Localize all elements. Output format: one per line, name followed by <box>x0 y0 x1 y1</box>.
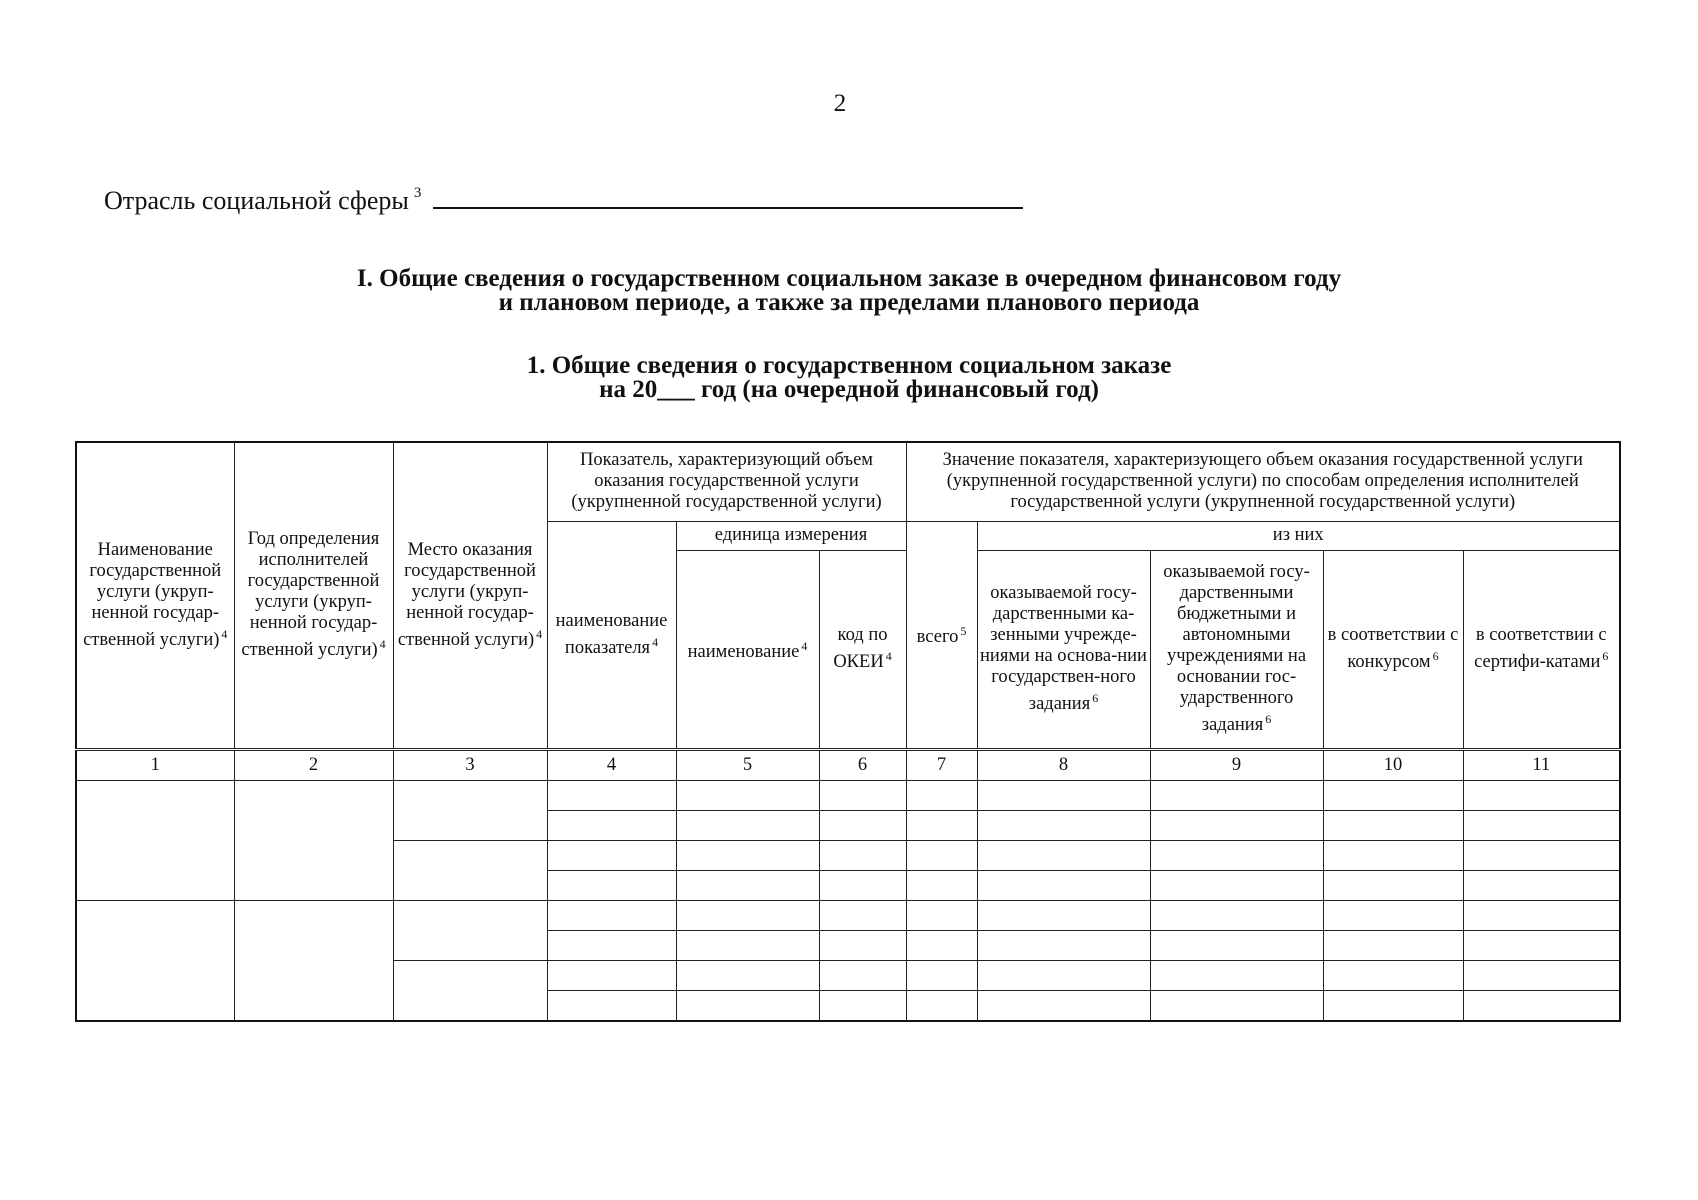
social-order-table <box>75 441 1621 1022</box>
table-cell <box>977 960 1150 990</box>
table-cell <box>977 990 1150 1021</box>
table-cell <box>1323 840 1463 870</box>
table-cell <box>1323 810 1463 840</box>
table-row <box>76 900 1620 930</box>
table-cell <box>819 870 906 900</box>
table-cell <box>547 840 676 870</box>
header-state-institutions: оказываемой госу-дарственными ка-зенными учрежде-ниями на основа-нии государствен-ного задания $^6$ <box>977 550 1150 749</box>
header-of-which: из них <box>977 521 1620 550</box>
table-cell <box>819 840 906 870</box>
table-cell <box>819 960 906 990</box>
column-number: 6 <box>819 749 906 780</box>
table-cell <box>906 960 977 990</box>
table-cell <box>906 780 977 810</box>
header-unit-group: единица измерения <box>676 521 906 550</box>
table-cell <box>819 990 906 1021</box>
section-title <box>0 267 1698 315</box>
header-service-name: Наименование государственной услуги (укруп-ненной государ-ственной услуги) $^4$ <box>76 442 234 749</box>
table-cell <box>1463 990 1620 1021</box>
table-cell <box>1150 780 1323 810</box>
table-cell <box>906 900 977 930</box>
table-cell <box>676 810 819 840</box>
table-cell <box>76 780 234 900</box>
table-cell <box>547 870 676 900</box>
table-cell <box>977 870 1150 900</box>
table-cell <box>547 990 676 1021</box>
table-cell <box>1323 990 1463 1021</box>
table-cell <box>676 900 819 930</box>
column-number: 10 <box>1323 749 1463 780</box>
table-cell <box>393 960 547 1021</box>
table-row <box>76 780 1620 810</box>
table-cell <box>676 960 819 990</box>
table-cell <box>234 900 393 1021</box>
table-cell <box>1150 960 1323 990</box>
table-cell <box>906 990 977 1021</box>
table-cell <box>676 780 819 810</box>
table-cell <box>819 780 906 810</box>
page-number: 2 <box>833 90 847 117</box>
table-cell <box>393 840 547 900</box>
industry-label: Отрасль социальной сферы <box>104 186 409 215</box>
table-cell <box>1323 930 1463 960</box>
table-cell <box>1323 900 1463 930</box>
column-number: 5 <box>676 749 819 780</box>
table-cell <box>393 900 547 960</box>
table-cell <box>977 780 1150 810</box>
column-number: 11 <box>1463 749 1620 780</box>
column-number: 4 <box>547 749 676 780</box>
table-cell <box>1463 810 1620 840</box>
table-cell <box>1323 780 1463 810</box>
table-cell <box>1463 840 1620 870</box>
subsection-title <box>0 354 1698 402</box>
column-number: 8 <box>977 749 1150 780</box>
subsection-title-line-2: на 20___ год (на очередной финансовый год) <box>599 376 1099 403</box>
section-title-line-1: I. Общие сведения о государственном социальном заказе в очередном финансовом году <box>356 265 1342 292</box>
table-cell <box>547 900 676 930</box>
header-okei-code: код по ОКЕИ $^4$ <box>819 550 906 749</box>
table-cell <box>547 810 676 840</box>
table-cell <box>1323 870 1463 900</box>
table-cell <box>977 810 1150 840</box>
column-number: 9 <box>1150 749 1323 780</box>
table-cell <box>676 870 819 900</box>
table-cell <box>76 900 234 1021</box>
header-total: всего $^5$ <box>906 521 977 749</box>
table-cell <box>1150 990 1323 1021</box>
table-cell <box>1463 900 1620 930</box>
table-cell <box>676 990 819 1021</box>
table-cell <box>393 780 547 840</box>
table-cell <box>1323 960 1463 990</box>
table-cell <box>547 780 676 810</box>
header-indicator-group: Показатель, характеризующий объем оказания государственной услуги (укрупненной государственной услуги) <box>547 442 906 521</box>
subsection-title-line-1: 1. Общие сведения о государственном социальном заказе <box>526 352 1172 379</box>
header-by-competition: в соответствии с конкурсом $^6$ <box>1323 550 1463 749</box>
table-cell <box>977 840 1150 870</box>
header-unit-name: наименование $^4$ <box>676 550 819 749</box>
column-number: 1 <box>76 749 234 780</box>
table-cell <box>547 960 676 990</box>
table-cell <box>906 870 977 900</box>
table-cell <box>977 930 1150 960</box>
table-cell <box>906 840 977 870</box>
column-number: 7 <box>906 749 977 780</box>
header-indicator-name: наименование показателя $^4$ <box>547 521 676 749</box>
table-cell <box>1463 930 1620 960</box>
column-number: 3 <box>393 749 547 780</box>
column-numbers-row <box>76 749 1620 780</box>
table-cell <box>1463 870 1620 900</box>
table-cell <box>819 810 906 840</box>
header-by-certificates: в соответствии с сертифи-катами $^6$ <box>1463 550 1620 749</box>
table-cell <box>906 810 977 840</box>
table-cell <box>906 930 977 960</box>
header-budget-institutions: оказываемой госу-дарственными бюджетными и автономными учреждениями на основании гос-ударственного задания $^6$ <box>1150 550 1323 749</box>
table-cell <box>1150 810 1323 840</box>
table-cell <box>1463 780 1620 810</box>
industry-footnote: 3 <box>413 185 422 201</box>
table-cell <box>977 900 1150 930</box>
header-year: Год определения исполнителей государственной услуги (укруп-ненной государ-ственной услуги) $^4$ <box>234 442 393 749</box>
industry-blank-line <box>433 185 1023 209</box>
table-cell <box>676 930 819 960</box>
table-cell <box>1150 900 1323 930</box>
table-cell <box>1150 930 1323 960</box>
header-place: Место оказания государственной услуги (укруп-ненной государ-ственной услуги) $^4$ <box>393 442 547 749</box>
header-value-group: Значение показателя, характеризующего объем оказания государственной услуги (укрупненной государственной услуги) по способам определения исполнителей государственной услуги (укрупненной государственной услуги) <box>906 442 1620 521</box>
column-number: 2 <box>234 749 393 780</box>
table-cell <box>234 780 393 900</box>
table-cell <box>1150 870 1323 900</box>
table-cell <box>819 900 906 930</box>
industry-field <box>104 185 1023 216</box>
table-cell <box>1463 960 1620 990</box>
table-cell <box>676 840 819 870</box>
table-cell <box>547 930 676 960</box>
section-title-line-2: и плановом периоде, а также за пределами планового периода <box>498 289 1200 316</box>
table-cell <box>819 930 906 960</box>
table-cell <box>1150 840 1323 870</box>
